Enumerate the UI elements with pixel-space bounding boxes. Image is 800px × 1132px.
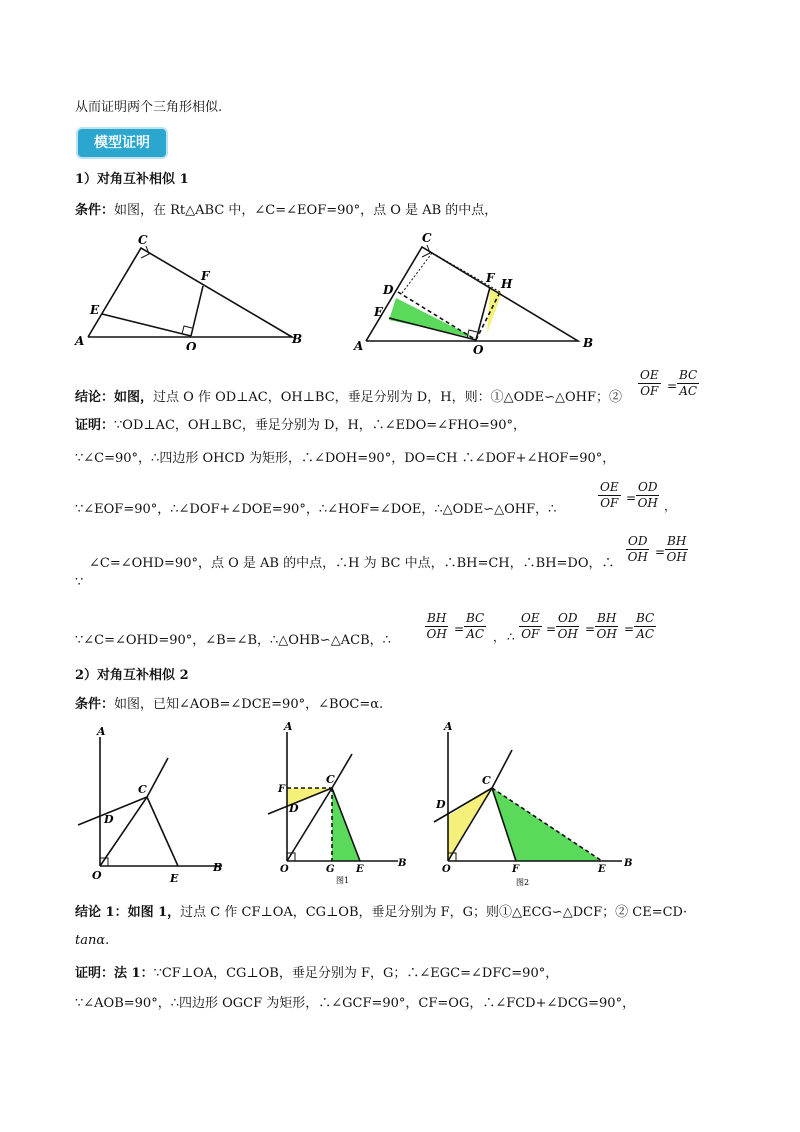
label-F: F — [486, 271, 495, 285]
frac-od-oh-2: $\frac{OD}{OH}$ — [627, 534, 648, 564]
label-C: C — [138, 783, 147, 796]
sec2-condition: 条件：如图，已知∠AOB=∠DCE=90°，∠BOC=α. — [75, 697, 384, 712]
label-D: D — [289, 802, 299, 815]
label-D: D — [104, 813, 114, 826]
figure-angle-1 — [70, 725, 235, 890]
label-D: D — [383, 283, 394, 297]
section-badge: 模型证明 — [78, 129, 166, 157]
frac-bc-ac: $\frac{BC}{AC}$ — [679, 368, 698, 398]
sec2-heading: 2）对角互补相似 2 — [75, 668, 189, 683]
frac-bh-oh-2: $\frac{BH}{OH}$ — [426, 611, 447, 641]
label-B: B — [292, 332, 303, 346]
label-E: E — [90, 303, 100, 317]
label-O: O — [280, 864, 289, 875]
label-A: A — [284, 720, 293, 733]
label-B: B — [213, 861, 223, 874]
label-E: E — [598, 864, 606, 875]
concl-label: 结论：如图， — [75, 390, 154, 405]
proof-line-4-because: ∵ — [75, 575, 84, 590]
label-F: F — [201, 269, 210, 283]
fig2-caption: 图2 — [516, 878, 530, 887]
concl-text: 过点 O 作 OD⊥AC，OH⊥BC，垂足分别为 D，H，则：①△ODE∽△OHF；② — [153, 390, 623, 405]
comma-1: ， — [664, 499, 677, 513]
label-O: O — [442, 864, 451, 875]
proof-line-5: ∵∠C=∠OHD=90°，∠B=∠B，∴△OHB∽△ACB，∴ — [75, 633, 391, 648]
frac-od-oh: $\frac{OD}{OH}$ — [637, 480, 658, 510]
label-O: O — [92, 869, 102, 882]
cond-text: 如图，在 Rt△ABC 中，∠C=∠EOF=90°，点 O 是 AB 的中点， — [114, 203, 498, 218]
proof-label: 证明： — [75, 418, 115, 433]
fig1-caption: 图1 — [336, 876, 350, 885]
label-C: C — [326, 773, 335, 786]
frac-bc-ac-2: $\frac{BC}{AC}$ — [466, 611, 485, 641]
cond-label: 条件： — [75, 203, 115, 218]
intro-text: 从而证明两个三角形相似. — [75, 100, 223, 115]
proof-line-1: 证明：∵OD⊥AC，OH⊥BC，垂足分别为 D，H，∴∠EDO=∠FHO=90°， — [75, 418, 526, 433]
label-C: C — [482, 774, 491, 787]
frac-chain-4: $\frac{BC}{AC}$ — [636, 611, 655, 641]
frac-bh-oh: $\frac{BH}{OH}$ — [666, 534, 687, 564]
frac-oe-of: $\frac{OE}{OF}$ — [640, 368, 659, 398]
label-A: A — [75, 334, 85, 348]
label-C: C — [138, 233, 148, 247]
proof-line-4: ∠C=∠OHD=90°，点 O 是 AB 的中点，∴H 为 BC 中点，∴BH=CH，∴BH=DO，∴ — [89, 556, 615, 571]
sec1-conclusion — [75, 390, 622, 406]
frac-chain-3: $\frac{BH}{OH}$ — [596, 611, 617, 641]
proof-line-3: ∵∠EOF=90°，∴∠DOF+∠DOE=90°，∴∠HOF=∠DOE，∴△ODE∽△OHF，∴ — [75, 502, 557, 517]
sec1-condition — [75, 203, 497, 219]
label-D: D — [436, 798, 446, 811]
label-G: G — [326, 864, 335, 875]
frac-oe-of-2: $\frac{OE}{OF}$ — [600, 480, 619, 510]
sec2-conclusion: 结论 1：如图 1，过点 C 作 CF⊥OA，CG⊥OB，垂足分别为 F，G；则①△ECG∽△DCF；② CE=CD· — [75, 905, 688, 920]
sec2-proof-line-2: ∵∠AOB=90°，∴四边形 OGCF 为矩形，∴∠GCF=90°，CF=OG，∴∠FCD+∠DCG=90°， — [75, 996, 636, 1011]
label-F: F — [512, 864, 520, 875]
figure-angle-2 — [260, 720, 420, 890]
label-A: A — [444, 720, 453, 733]
label-C: C — [422, 231, 432, 245]
frac-chain-1: $\frac{OE}{OF}$ — [521, 611, 540, 641]
label-E: E — [170, 872, 179, 885]
label-A: A — [97, 725, 106, 738]
label-A: A — [354, 339, 364, 353]
sec2-conclusion-2: tanα. — [75, 933, 110, 948]
label-B: B — [583, 336, 594, 350]
label-B: B — [398, 858, 407, 869]
label-H: H — [501, 277, 513, 291]
label-B: B — [624, 858, 633, 869]
label-E: E — [374, 305, 384, 319]
label-E: E — [356, 864, 364, 875]
sec2-proof-line-1: 证明：法 1：∵CF⊥OA，CG⊥OB，垂足分别为 F，G；∴∠EGC=∠DFC=90°， — [75, 966, 559, 981]
label-O: O — [186, 340, 197, 350]
frac-chain-2: $\frac{OD}{OH}$ — [557, 611, 578, 641]
sec1-heading: 1）对角互补相似 1 — [75, 172, 189, 187]
figure-rt-triangle-1 — [70, 230, 320, 350]
figure-rt-triangle-2 — [350, 230, 600, 355]
label-F: F — [278, 784, 286, 795]
proof-line-2: ∵∠C=90°，∴四边形 OHCD 为矩形，∴∠DOH=90°，DO=CH ∴∠DOF+∠HOF=90°， — [75, 451, 616, 466]
figure-angle-3 — [432, 720, 642, 890]
label-O: O — [473, 343, 484, 355]
